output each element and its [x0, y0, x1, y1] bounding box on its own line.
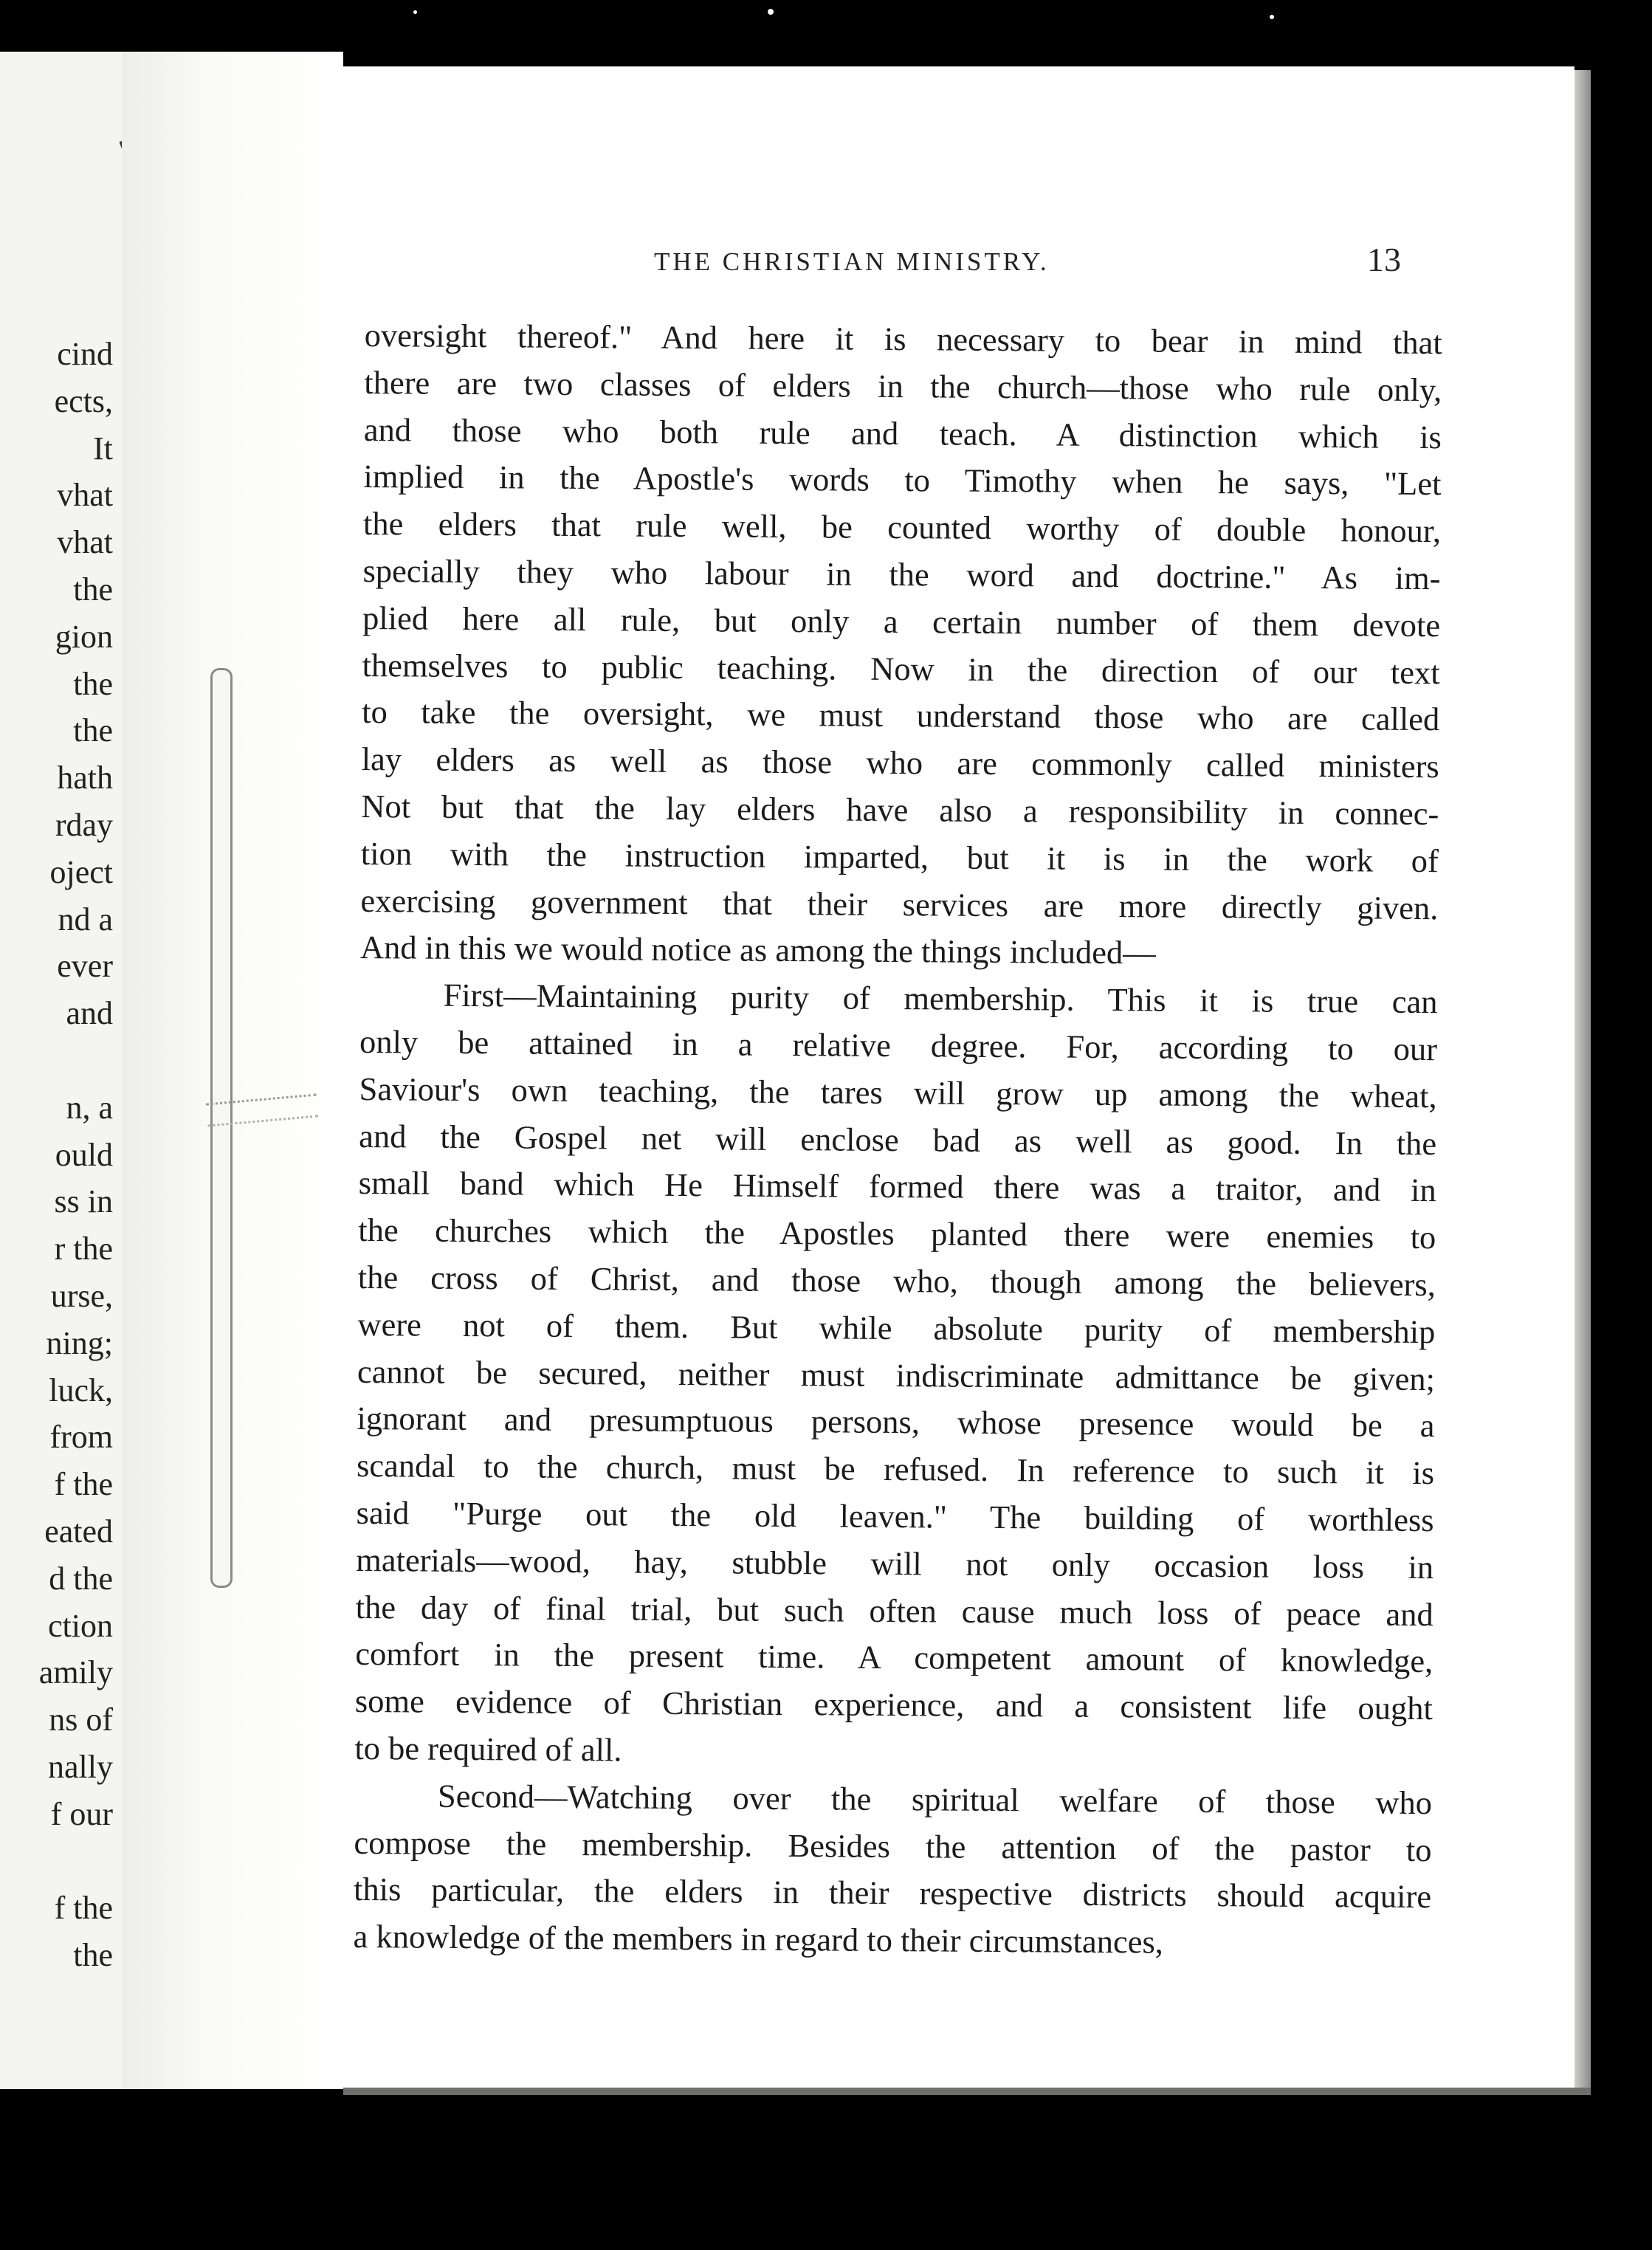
page-bottom-edge: [343, 2088, 1591, 2095]
previous-page-line: oject: [49, 853, 113, 890]
page-edge-shadow: [1574, 70, 1591, 2093]
previous-page-line: vhat: [57, 477, 113, 514]
previous-page-line: It: [93, 430, 113, 467]
text-line: to be required of all.: [354, 1729, 622, 1769]
text-line: And in this we would notice as among the things included—: [359, 929, 1156, 971]
previous-page-line: f the: [54, 1466, 113, 1503]
text-line: ignorant and presumptuous persons, whose presence would be a: [357, 1400, 1435, 1445]
previous-page-line: amily: [38, 1654, 113, 1691]
text-line: implied in the Apostle's words to Timothy when he says, "Let: [363, 458, 1442, 503]
running-title: THE CHRISTIAN MINISTRY.: [654, 247, 1050, 276]
text-line: small band which He Himself formed there was a traitor, and in: [358, 1164, 1436, 1209]
text-line: oversight thereof." And here it is necessary to bear in mind that: [364, 316, 1442, 362]
previous-page-edge: [0, 52, 122, 2089]
previous-page-line: eated: [44, 1513, 113, 1549]
text-line: cannot be secured, neither must indiscriminate admittance be given;: [357, 1352, 1436, 1397]
previous-page-line: nally: [48, 1748, 113, 1785]
previous-page-line: and: [66, 995, 113, 1032]
previous-page-line: rday: [55, 806, 113, 843]
previous-page-line: [39, 1037, 113, 1084]
body-text: [353, 312, 1442, 1968]
previous-page-line: f our: [50, 1795, 113, 1832]
previous-page-line: r the: [54, 1231, 113, 1267]
text-line: the cross of Christ, and those who, though among the believers,: [357, 1258, 1436, 1304]
previous-page-line: ould: [55, 1136, 113, 1173]
previous-page-line: [39, 1838, 113, 1885]
previous-page-line: the: [73, 712, 113, 749]
text-line: themselves to public teaching. Now in the direction of our text: [362, 646, 1440, 691]
text-line: exercising government that their services are more directly given.: [360, 881, 1439, 926]
text-line: Not but that the lay elders have also a responsibility in connec-: [361, 787, 1439, 833]
previous-page-line: d the: [49, 1560, 113, 1597]
text-line: were not of them. But while absolute purity of membership: [357, 1305, 1436, 1350]
previous-page-line: ns of: [49, 1702, 113, 1738]
text-line: Saviour's own teaching, the tares will grow up among the wheat,: [359, 1070, 1437, 1115]
text-line: to take the oversight, we must understand those who are called: [362, 693, 1440, 738]
previous-page-text: [39, 331, 113, 1979]
text-line: tion with the instruction imparted, but it is in the work of: [360, 834, 1439, 879]
text-line: First—Maintaining purity of membership. This it is true can: [443, 976, 1438, 1021]
text-line: the churches which the Apostles planted there were enemies to: [358, 1211, 1436, 1256]
previous-page-line: the: [73, 1937, 113, 1974]
text-line: some evidence of Christian experience, and a consistent life ought: [354, 1682, 1434, 1727]
previous-page-line: urse,: [50, 1277, 113, 1314]
previous-page-line: the: [73, 571, 113, 608]
previous-page-line: hath: [57, 760, 113, 797]
previous-page-line: cind: [57, 336, 113, 372]
previous-page-line: f the: [54, 1890, 113, 1927]
text-line: there are two classes of elders in the church—those who rule only,: [364, 363, 1442, 408]
previous-page-line: ever: [57, 948, 113, 985]
text-line: this particular, the elders in their respective districts should acquire: [353, 1871, 1432, 1916]
text-line: and those who both rule and teach. A distinction which is: [363, 410, 1442, 455]
text-line: scandal to the church, must be refused. In reference to such it is: [356, 1447, 1435, 1492]
text-line: a knowledge of the members in regard to their circumstances,: [353, 1918, 1164, 1961]
text-line: compose the membership. Besides the attention of the pastor to: [354, 1823, 1432, 1868]
text-line: the elders that rule well, be counted worthy of double honour,: [362, 505, 1442, 550]
binding-stitch: [210, 668, 233, 1588]
page-number: 13: [1367, 241, 1401, 278]
previous-page-line: n, a: [66, 1089, 113, 1126]
text-line: lay elders as well as those who are commonly called ministers: [361, 740, 1439, 785]
previous-page-line: the: [73, 665, 113, 702]
previous-page-line: ning;: [46, 1324, 113, 1361]
text-line: comfort in the present time. A competent amount of knowledge,: [355, 1635, 1434, 1680]
previous-page-line: gion: [55, 618, 113, 655]
text-line: and the Gospel net will enclose bad as well as good. In the: [359, 1117, 1437, 1162]
text-line: Second—Watching over the spiritual welfare of those who: [437, 1777, 1433, 1821]
previous-page-line: ction: [48, 1607, 113, 1644]
text-line: said "Purge out the old leaven." The building of worthless: [356, 1493, 1434, 1539]
text-line: materials—wood, hay, stubble will not only occasion loss in: [356, 1541, 1434, 1586]
previous-page-line: ss in: [54, 1183, 113, 1220]
previous-page-line: luck,: [49, 1372, 113, 1408]
text-line: only be attained in a relative degree. For, according to our: [359, 1022, 1438, 1068]
text-line: plied here all rule, but only a certain number of them devote: [362, 599, 1441, 644]
previous-page-line: nd a: [58, 901, 113, 938]
text-line: specially they who labour in the word and doctrine." As im-: [362, 551, 1441, 597]
book-gutter: [122, 52, 343, 2089]
previous-page-line: from: [49, 1419, 113, 1456]
text-line: the day of final trial, but such often cause much loss of peace and: [355, 1588, 1434, 1633]
previous-page-line: vhat: [57, 524, 113, 561]
previous-page-line: ects,: [54, 382, 113, 419]
